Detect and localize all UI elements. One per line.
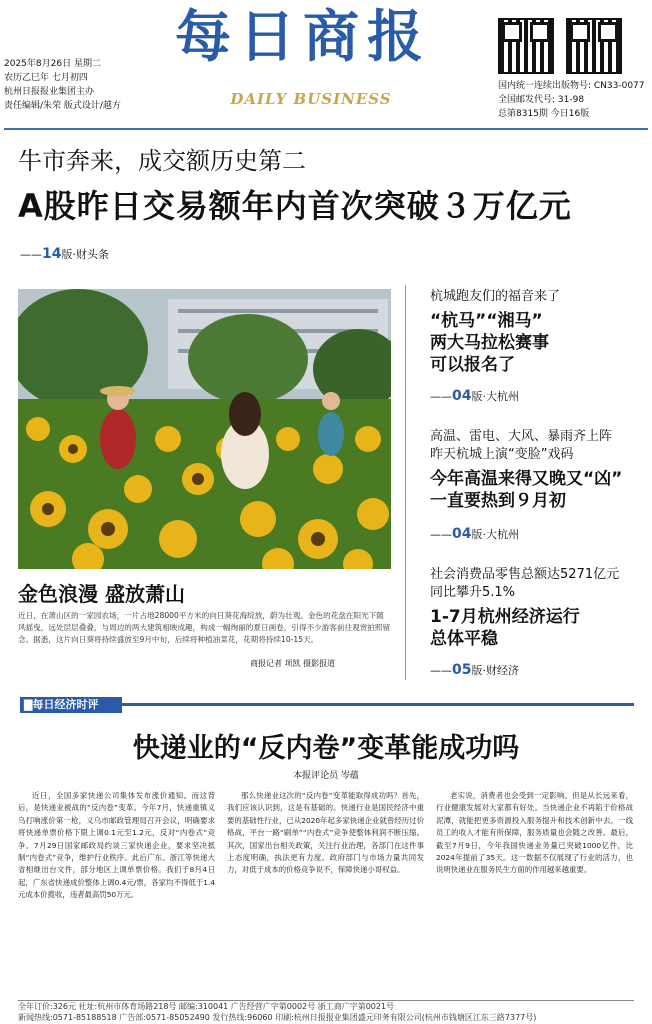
side-kicker: 社会消费品零售总额达5271亿元 (430, 567, 620, 582)
section-tag: ▇每日经济时评 (20, 697, 122, 713)
lead-headline[interactable]: A股昨日交易额年内首次突破３万亿元 (18, 187, 572, 225)
publisher: 杭州日报报业集团主办 (4, 87, 95, 97)
lead-page-ref[interactable]: ——14版·财头条 (20, 246, 109, 262)
side-story[interactable] (430, 428, 622, 542)
side-headline: 一直要热到９月初 (430, 491, 566, 511)
page-label: 版·大杭州 (471, 390, 519, 403)
section-rule (122, 703, 634, 706)
side-page-ref[interactable]: ——04版·大杭州 (430, 526, 519, 542)
qr-code-icon (498, 18, 554, 74)
commentary-byline: 本报评论员 岑蕴 (293, 771, 359, 781)
footer-line: 全年订价:326元 社址:杭州市体育场路218号 邮编:310041 广告经营广字第0002号 浙工商广字第0021号 (18, 1002, 395, 1011)
page-label: 版·财经济 (471, 664, 519, 677)
side-headline: 总体平稳 (430, 629, 498, 649)
page-number: 04 (452, 526, 472, 542)
footer (18, 1000, 634, 1022)
photo-credit: 商报记者 项凯 摄影报道 (250, 659, 336, 668)
issue-date: 2025年8月26日 星期二 (4, 59, 101, 69)
post-code: 全国邮发代号: 31-98 (498, 95, 585, 105)
editors: 责任编辑/朱荣 版式设计/越方 (4, 101, 121, 111)
cn-code: 国内统一连续出版物号: CN33-0077 (498, 81, 645, 91)
side-story[interactable] (430, 288, 560, 404)
side-headline: 今年高温来得又晚又“凶” (430, 469, 623, 489)
side-kicker: 杭城跑友们的福音来了 (430, 289, 561, 304)
photo-caption: 近日，在萧山区的一家园农场，一片占地28000平方米的向日葵花海绽放，蔚为壮观。金色的花盘在阳光下随风摇曳，远处层层叠叠，与周边的两大建筑相映成趣，构成一幅绚丽的夏日画卷，引得不少游客前往观赏拍照留念。据悉，这片向日葵将持续盛放至9月中旬，后续将种植油菜花，花期将持续10-15天。 (18, 611, 391, 644)
page-number: 05 (452, 662, 472, 678)
qr-code-icon (566, 18, 622, 74)
side-page-ref[interactable]: ——05版·财经济 (430, 662, 519, 678)
side-kicker: 高温、雷电、大风、暴雨齐上阵 (430, 429, 613, 444)
masthead-divider (4, 128, 648, 130)
side-kicker: 同比攀升5.1% (430, 585, 516, 600)
side-headline: “杭马”“湘马” (430, 311, 543, 331)
commentary-headline[interactable]: 快递业的“反内卷”变革能成功吗 (132, 733, 520, 764)
issue-number: 总第8315期 今日16版 (498, 109, 590, 119)
article-column: 近日，全国多家快递公司集体发布涨价通知。而这背后，是快递业被战的“反内卷”变革。今年7月，快递重镇义乌打响涨价第一枪，义乌市邮政管理局召开会议，明确要求将快递单票价格下限上调0.1元至1.2元，反对“内卷式”竞争。7月29日国家邮政局约谈三家快递企业，要求坚决抵制“内卷式”竞争，维护行业秩序。此后广东、浙江等快递大省相继出台文件，部分地区上调单票价格。我们于8月4日起，广东省快递成价整体上调0.4元/票，各家均不得低于1.4元成本价揽收，违者最高罚50万元。 (18, 791, 215, 900)
article-column: 那么快递业这次的“反内卷”变革能取得成功吗？首先，我们应该认识到，这是有基础的。快递行业是国民经济中重要的基础性行业，已从2020年起多家快递企业就曾经历过价格战，平台一路“刷单”“内卷式”竞争使整体利润不断压缩。其次，国家出台相关政策，关注行业治理，各部门在这件事上态度明确，执法更有力度。政府部门与市场力量共同发力，对低于成本的价格竞争说不，保障快递小哥权益。 (227, 791, 424, 875)
page-number: 04 (452, 388, 472, 404)
side-headline: 可以报名了 (430, 355, 515, 375)
page-label: 版·财头条 (61, 248, 109, 261)
sunflower-photo (18, 289, 391, 569)
newspaper-logo-en: DAILY BUSINESS (230, 90, 392, 108)
lead-kicker: 牛市奔来，成交额历史第二 (18, 147, 306, 175)
side-page-ref[interactable]: ——04版·大杭州 (430, 388, 519, 404)
side-headline: 1-7月杭州经济运行 (430, 607, 580, 627)
newspaper-logo: 每日商报 (175, 4, 431, 70)
photo-title[interactable]: 金色浪漫 盛放萧山 (18, 582, 185, 606)
footer-line: 新闻热线:0571-85188518 广告部:0571-85052490 发行热线:96060 印刷:杭州日报报业集团盛元印务有限公司(杭州市钱塘区江东三路7377号) (18, 1013, 537, 1022)
lunar-date: 农历乙巳年 七月初四 (4, 73, 88, 83)
side-kicker: 昨天杭城上演“变脸”戏码 (430, 447, 574, 462)
column-divider (405, 285, 406, 680)
side-headline: 两大马拉松赛事 (430, 333, 549, 353)
page-label: 版·大杭州 (471, 528, 519, 541)
side-story[interactable] (430, 566, 619, 678)
page-number: 14 (42, 246, 62, 262)
article-column: 老实说，消费者也会受到一定影响。但是从长远来看，行业健康发展对大家都有好处。当快递企业不再陷于价格战泥潭，就能把更多资源投入服务提升和技术创新中去。一线员工的收入才能有所保障，服务质量也会随之改善。最后，截至7月9日，今年我国快递业务量已突破1000亿件，比2024年提前了35天。这一数据不仅展现了行业的活力，也说明快递业在服务民生方面的作用越来越重要。 (436, 791, 633, 875)
